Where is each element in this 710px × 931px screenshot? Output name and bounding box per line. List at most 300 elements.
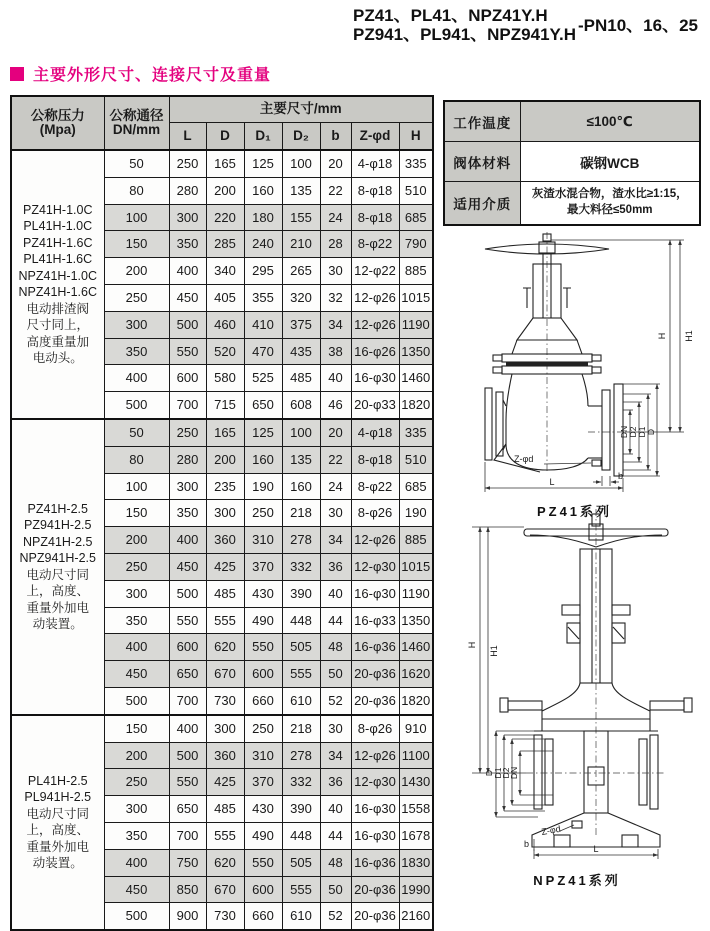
dim-cell: 650	[244, 392, 282, 419]
dim-cell: 390	[282, 580, 320, 607]
dim-cell: 16-φ33	[351, 607, 399, 634]
dim-cell: 220	[206, 204, 244, 231]
dim-cell: 750	[169, 849, 206, 876]
dim-cell: 12-φ26	[351, 284, 399, 311]
dim-cell: 360	[206, 527, 244, 554]
dim-cell: 250	[169, 150, 206, 177]
dim-cell: 505	[282, 849, 320, 876]
dim-cell: 730	[206, 687, 244, 714]
npz41-valve-drawing	[446, 505, 708, 889]
pz41-valve-drawing	[452, 230, 697, 520]
dim-cell: 600	[244, 661, 282, 688]
dim-cell: 12-φ22	[351, 258, 399, 285]
dim-cell: 550	[169, 607, 206, 634]
info-label-body-material: 阀体材料	[444, 142, 520, 182]
dim-cell: 20-φ36	[351, 876, 399, 903]
dn-cell: 100	[104, 204, 169, 231]
dim-cell: 8-φ22	[351, 231, 399, 258]
info-row-body-material	[444, 142, 700, 182]
col-header-H: H	[399, 123, 433, 151]
dim-cell: 52	[320, 687, 351, 714]
section-title	[10, 62, 271, 85]
dim-cell: 20-φ33	[351, 392, 399, 419]
dim-cell: 125	[244, 150, 282, 177]
model-group-label: PZ41H-2.5 PZ941H-2.5 NPZ41H-2.5 NPZ941H-2.5 电动尺寸同 上，高度、 重量外加电 动装置。	[11, 419, 104, 715]
dim-cell: 8-φ18	[351, 177, 399, 204]
dim-label-d2: D2	[628, 426, 638, 438]
dim-cell: 165	[206, 419, 244, 446]
dim-cell: 1100	[399, 742, 433, 769]
dim-cell: 320	[282, 284, 320, 311]
dimension-table	[10, 95, 434, 931]
dn-cell: 300	[104, 796, 169, 823]
dim-cell: 1015	[399, 284, 433, 311]
dim-cell: 700	[169, 822, 206, 849]
dim-cell: 505	[282, 634, 320, 661]
dim-cell: 40	[320, 580, 351, 607]
dim-cell: 48	[320, 849, 351, 876]
col-header-D: D	[206, 123, 244, 151]
dn-header-line1: 公称通径	[109, 107, 164, 123]
dim-cell: 210	[282, 231, 320, 258]
info-value-media-line2: 最大料径≤50mm	[566, 204, 653, 216]
dim-cell: 265	[282, 258, 320, 285]
dim-cell: 500	[169, 742, 206, 769]
dn-cell: 300	[104, 311, 169, 338]
dim-cell: 435	[282, 338, 320, 365]
dim-label-h: H	[657, 332, 667, 340]
dim-cell: 1820	[399, 687, 433, 714]
dim-cell: 16-φ30	[351, 365, 399, 392]
dim-cell: 8-φ26	[351, 715, 399, 742]
dim-cell: 610	[282, 687, 320, 714]
dim-cell: 12-φ30	[351, 553, 399, 580]
dim-cell: 16-φ30	[351, 796, 399, 823]
dim-cell: 280	[169, 177, 206, 204]
dim-cell: 30	[320, 715, 351, 742]
dim-cell: 300	[206, 500, 244, 527]
dim-cell: 218	[282, 715, 320, 742]
npz41-dimension-lines	[467, 527, 658, 859]
dim-cell: 34	[320, 311, 351, 338]
dim-cell: 278	[282, 742, 320, 769]
dn-cell: 350	[104, 607, 169, 634]
dim-cell: 850	[169, 876, 206, 903]
dim-cell: 40	[320, 365, 351, 392]
dim-cell: 240	[244, 231, 282, 258]
dim-cell: 22	[320, 177, 351, 204]
dim-cell: 46	[320, 392, 351, 419]
dim-cell: 1990	[399, 876, 433, 903]
dim-cell: 490	[244, 822, 282, 849]
dim-cell: 405	[206, 284, 244, 311]
dim-cell: 48	[320, 634, 351, 661]
col-header-L: L	[169, 123, 206, 151]
dim-cell: 1190	[399, 580, 433, 607]
dim-cell: 430	[244, 796, 282, 823]
info-row-temperature	[444, 101, 700, 142]
dim-cell: 900	[169, 903, 206, 930]
dim-label-dn: DN	[509, 766, 519, 780]
pz41-caption: PZ41系列	[536, 504, 613, 519]
dim-cell: 370	[244, 769, 282, 796]
dn-cell: 200	[104, 527, 169, 554]
table-row	[11, 150, 433, 177]
dim-cell: 500	[169, 311, 206, 338]
info-row-media	[444, 182, 700, 226]
dim-cell: 250	[244, 500, 282, 527]
dim-cell: 335	[399, 419, 433, 446]
dim-cell: 1678	[399, 822, 433, 849]
dim-cell: 190	[244, 473, 282, 500]
dim-cell: 1820	[399, 392, 433, 419]
dn-cell: 400	[104, 634, 169, 661]
dim-cell: 410	[244, 311, 282, 338]
info-label-media: 适用介质	[444, 182, 520, 226]
dn-cell: 350	[104, 338, 169, 365]
dn-cell: 450	[104, 661, 169, 688]
model-group-label: PZ41H-1.0C PL41H-1.0C PZ41H-1.6C PL41H-1.6C NPZ41H-1.0C NPZ41H-1.6C 电动排渣阀 尺寸同上， 高度重量加 电动头。	[11, 150, 104, 419]
col-header-pressure	[11, 96, 104, 150]
dim-cell: 218	[282, 500, 320, 527]
dim-cell: 448	[282, 822, 320, 849]
dim-cell: 100	[282, 419, 320, 446]
dim-cell: 375	[282, 311, 320, 338]
dim-cell: 510	[399, 177, 433, 204]
dn-cell: 80	[104, 177, 169, 204]
dim-cell: 550	[244, 849, 282, 876]
dim-cell: 360	[206, 742, 244, 769]
dim-label-d1: D1	[493, 767, 503, 779]
col-header-Zd: Z-φd	[351, 123, 399, 151]
dim-cell: 555	[282, 661, 320, 688]
dim-cell: 400	[169, 527, 206, 554]
dim-cell: 650	[169, 796, 206, 823]
dim-cell: 460	[206, 311, 244, 338]
pz41-valve-diagram	[452, 230, 697, 494]
col-header-b: b	[320, 123, 351, 151]
dn-cell: 150	[104, 500, 169, 527]
dn-cell: 100	[104, 473, 169, 500]
dimension-table-body	[11, 150, 433, 930]
dim-cell: 448	[282, 607, 320, 634]
dim-cell: 885	[399, 527, 433, 554]
dim-cell: 34	[320, 742, 351, 769]
dim-label-zd: Z-φd	[514, 454, 534, 464]
dim-cell: 165	[206, 150, 244, 177]
dn-cell: 50	[104, 150, 169, 177]
dim-label-l: L	[593, 844, 599, 854]
dim-cell: 685	[399, 204, 433, 231]
dim-cell: 8-φ18	[351, 446, 399, 473]
dim-cell: 30	[320, 500, 351, 527]
dim-cell: 200	[206, 177, 244, 204]
dim-cell: 8-φ26	[351, 500, 399, 527]
info-value-body-material: 碳钢WCB	[520, 142, 700, 182]
dim-cell: 52	[320, 903, 351, 930]
dim-cell: 36	[320, 769, 351, 796]
dim-cell: 730	[206, 903, 244, 930]
dim-cell: 44	[320, 607, 351, 634]
dim-cell: 40	[320, 796, 351, 823]
col-header-D1: D₁	[244, 123, 282, 151]
dim-cell: 12-φ30	[351, 769, 399, 796]
dim-cell: 160	[244, 177, 282, 204]
dim-cell: 28	[320, 231, 351, 258]
dim-cell: 350	[169, 231, 206, 258]
dim-cell: 12-φ26	[351, 527, 399, 554]
dim-cell: 135	[282, 446, 320, 473]
dim-label-d1: D1	[637, 426, 647, 438]
dim-cell: 24	[320, 473, 351, 500]
dim-cell: 332	[282, 553, 320, 580]
dim-cell: 1620	[399, 661, 433, 688]
dim-cell: 50	[320, 661, 351, 688]
dn-cell: 250	[104, 553, 169, 580]
dim-cell: 425	[206, 553, 244, 580]
dim-cell: 608	[282, 392, 320, 419]
dim-cell: 520	[206, 338, 244, 365]
dim-cell: 390	[282, 796, 320, 823]
section-title-text: 主要外形尺寸、连接尺寸及重量	[33, 67, 272, 84]
dim-cell: 660	[244, 903, 282, 930]
dn-cell: 500	[104, 392, 169, 419]
dim-cell: 155	[282, 204, 320, 231]
dim-cell: 332	[282, 769, 320, 796]
dim-cell: 700	[169, 687, 206, 714]
pressure-header-line1: 公称压力	[30, 107, 85, 123]
col-header-dn	[104, 96, 169, 150]
dim-cell: 910	[399, 715, 433, 742]
dim-cell: 20	[320, 419, 351, 446]
dim-cell: 1830	[399, 849, 433, 876]
dim-cell: 620	[206, 634, 244, 661]
dim-cell: 135	[282, 177, 320, 204]
dim-cell: 450	[169, 553, 206, 580]
dim-cell: 16-φ26	[351, 338, 399, 365]
dn-cell: 400	[104, 365, 169, 392]
dim-cell: 1460	[399, 365, 433, 392]
dim-cell: 600	[169, 365, 206, 392]
dim-cell: 285	[206, 231, 244, 258]
dim-cell: 44	[320, 822, 351, 849]
dim-cell: 340	[206, 258, 244, 285]
dim-cell: 485	[206, 580, 244, 607]
model-codes-line2: PZ941、PL941、NPZ941Y.H	[352, 25, 576, 44]
dim-cell: 300	[206, 715, 244, 742]
table-row	[11, 715, 433, 742]
dim-cell: 580	[206, 365, 244, 392]
dim-cell: 430	[244, 580, 282, 607]
dim-cell: 885	[399, 258, 433, 285]
dn-cell: 500	[104, 687, 169, 714]
dim-cell: 700	[169, 392, 206, 419]
dim-cell: 36	[320, 553, 351, 580]
dim-cell: 24	[320, 204, 351, 231]
dim-label-h: H	[467, 641, 477, 649]
dimension-table-header	[11, 96, 433, 150]
pressure-header-line2: (Mpa)	[39, 122, 76, 137]
dim-cell: 660	[244, 687, 282, 714]
col-header-main-dims: 主要尺寸/mm	[169, 96, 433, 123]
dim-cell: 20-φ36	[351, 903, 399, 930]
dim-cell: 16-φ36	[351, 849, 399, 876]
dim-cell: 12-φ26	[351, 311, 399, 338]
dim-cell: 670	[206, 876, 244, 903]
dim-cell: 450	[169, 284, 206, 311]
dn-cell: 250	[104, 769, 169, 796]
dim-cell: 280	[169, 446, 206, 473]
dn-cell: 150	[104, 231, 169, 258]
dim-cell: 16-φ30	[351, 580, 399, 607]
dim-label-d2: D2	[501, 767, 511, 779]
dn-cell: 150	[104, 715, 169, 742]
dim-label-dn: DN	[619, 425, 629, 439]
dim-cell: 355	[244, 284, 282, 311]
dim-cell: 600	[169, 634, 206, 661]
info-value-temperature: ≤100℃	[520, 101, 700, 142]
dim-cell: 400	[169, 258, 206, 285]
dim-cell: 190	[399, 500, 433, 527]
info-value-media-line1: 灰渣水混合物，渣水比≥1:15，	[531, 188, 688, 201]
dim-label-zd: Z-φd	[540, 823, 562, 837]
dim-cell: 8-φ22	[351, 473, 399, 500]
model-group-label: PL41H-2.5 PL941H-2.5 电动尺寸同 上，高度、 重量外加电 动装置。	[11, 715, 104, 930]
dim-cell: 670	[206, 661, 244, 688]
table-row	[11, 419, 433, 446]
dim-cell: 400	[169, 715, 206, 742]
dn-cell: 80	[104, 446, 169, 473]
dn-cell: 200	[104, 258, 169, 285]
dim-cell: 550	[169, 338, 206, 365]
dn-cell: 500	[104, 903, 169, 930]
dim-label-h1: H1	[489, 645, 499, 657]
dim-cell: 300	[169, 204, 206, 231]
dim-cell: 180	[244, 204, 282, 231]
dim-cell: 550	[244, 634, 282, 661]
spec-info-table	[443, 100, 701, 226]
dim-cell: 278	[282, 527, 320, 554]
dim-cell: 620	[206, 849, 244, 876]
dn-cell: 300	[104, 580, 169, 607]
dim-cell: 16-φ30	[351, 822, 399, 849]
dim-cell: 16-φ36	[351, 634, 399, 661]
dim-cell: 510	[399, 446, 433, 473]
dim-cell: 555	[206, 607, 244, 634]
dim-label-l: L	[549, 477, 555, 487]
dn-cell: 450	[104, 876, 169, 903]
document-header	[353, 6, 698, 44]
dn-cell: 200	[104, 742, 169, 769]
info-label-temperature: 工作温度	[444, 101, 520, 142]
model-codes	[353, 6, 576, 44]
dim-cell: 1460	[399, 634, 433, 661]
dim-cell: 4-φ18	[351, 419, 399, 446]
dim-cell: 310	[244, 742, 282, 769]
dim-cell: 310	[244, 527, 282, 554]
dim-cell: 100	[282, 150, 320, 177]
dim-cell: 20-φ36	[351, 687, 399, 714]
square-bullet-icon	[10, 67, 24, 81]
dim-cell: 32	[320, 284, 351, 311]
dim-label-h1: H1	[684, 330, 694, 342]
valve-body-outline	[485, 234, 623, 476]
dn-header-line2: DN/mm	[112, 122, 161, 137]
dim-cell: 335	[399, 150, 433, 177]
dim-cell: 485	[282, 365, 320, 392]
dim-cell: 20	[320, 150, 351, 177]
dim-cell: 555	[282, 876, 320, 903]
dim-cell: 1350	[399, 338, 433, 365]
dim-cell: 8-φ18	[351, 204, 399, 231]
dim-cell: 610	[282, 903, 320, 930]
info-value-media	[520, 182, 700, 226]
dim-cell: 550	[169, 769, 206, 796]
dim-cell: 30	[320, 258, 351, 285]
dim-label-b: b	[524, 839, 530, 849]
dim-cell: 790	[399, 231, 433, 258]
dim-cell: 295	[244, 258, 282, 285]
dn-cell: 400	[104, 849, 169, 876]
dim-cell: 38	[320, 338, 351, 365]
dim-cell: 715	[206, 392, 244, 419]
dim-cell: 500	[169, 580, 206, 607]
dim-cell: 4-φ18	[351, 150, 399, 177]
dim-cell: 350	[169, 500, 206, 527]
dim-cell: 235	[206, 473, 244, 500]
dim-cell: 250	[169, 419, 206, 446]
dim-cell: 485	[206, 796, 244, 823]
dim-cell: 650	[169, 661, 206, 688]
dim-cell: 425	[206, 769, 244, 796]
dim-cell: 50	[320, 876, 351, 903]
pressure-rating: -PN10、16、25	[577, 15, 698, 35]
dn-cell: 250	[104, 284, 169, 311]
dim-cell: 20-φ36	[351, 661, 399, 688]
dim-label-b: b	[618, 471, 624, 481]
dim-cell: 200	[206, 446, 244, 473]
npz41-valve-diagram	[446, 505, 708, 863]
dn-cell: 50	[104, 419, 169, 446]
dim-cell: 1558	[399, 796, 433, 823]
model-codes-line1: PZ41、PL41、NPZ41Y.H	[352, 6, 548, 25]
dim-cell: 1350	[399, 607, 433, 634]
dim-cell: 555	[206, 822, 244, 849]
dn-cell: 350	[104, 822, 169, 849]
npz41-caption: NPZ41系列	[533, 873, 621, 888]
dim-cell: 525	[244, 365, 282, 392]
dim-cell: 470	[244, 338, 282, 365]
dim-cell: 685	[399, 473, 433, 500]
dim-cell: 160	[282, 473, 320, 500]
dim-cell: 300	[169, 473, 206, 500]
dim-cell: 160	[244, 446, 282, 473]
dim-cell: 1430	[399, 769, 433, 796]
dim-cell: 1190	[399, 311, 433, 338]
dim-label-d: D	[484, 769, 494, 777]
dim-cell: 22	[320, 446, 351, 473]
dim-cell: 370	[244, 553, 282, 580]
col-header-D2: D₂	[282, 123, 320, 151]
dim-cell: 2160	[399, 903, 433, 930]
dim-cell: 125	[244, 419, 282, 446]
dim-cell: 250	[244, 715, 282, 742]
dim-label-d: D	[646, 428, 656, 436]
dim-cell: 12-φ26	[351, 742, 399, 769]
dim-cell: 490	[244, 607, 282, 634]
dim-cell: 1015	[399, 553, 433, 580]
dim-cell: 34	[320, 527, 351, 554]
